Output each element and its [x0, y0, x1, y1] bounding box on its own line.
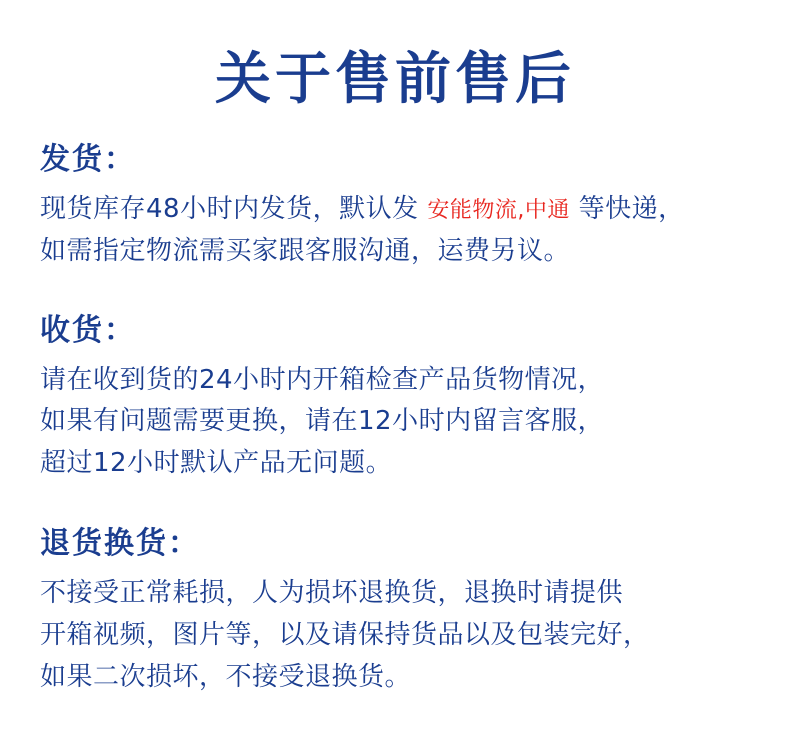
- policy-line: [40, 360, 750, 402]
- section-returns-title: 退货换货：: [40, 526, 200, 562]
- policy-line: [40, 657, 750, 699]
- section-shipping-body: [40, 189, 750, 272]
- policy-text: 如果有问题需要更换，请在12小时内留言客服，: [40, 406, 605, 437]
- policy-text: 如果二次损坏，不接受退换货。: [40, 661, 412, 692]
- policy-text: 请在收到货的24小时内开箱检查产品货物情况，: [40, 364, 605, 395]
- policy-text: 开箱视频，图片等，以及请保持货品以及包装完好，: [40, 619, 650, 650]
- policy-line: [40, 615, 750, 657]
- section-shipping: [40, 140, 750, 272]
- policy-line: [40, 443, 750, 485]
- section-receiving-body: [40, 360, 750, 485]
- policy-line: [40, 231, 750, 273]
- section-receiving: [40, 311, 750, 485]
- policy-content: [0, 112, 790, 698]
- policy-line: [40, 401, 750, 443]
- page-title: 关于售前售后: [215, 47, 575, 112]
- policy-line: [40, 189, 750, 231]
- section-returns-body: [40, 573, 750, 698]
- policy-text: 等快递，: [569, 194, 685, 225]
- section-returns: [40, 524, 750, 698]
- policy-text: 现货库存48小时内发货，默认发: [40, 194, 428, 225]
- policy-text: 超过12小时默认产品无问题。: [40, 447, 393, 478]
- policy-line: [40, 573, 750, 615]
- section-receiving-title: 收货：: [40, 312, 136, 348]
- policy-text: 不接受正常耗损，人为损坏退换货，退换时请提供: [40, 578, 624, 609]
- section-shipping-title: 发货：: [40, 142, 136, 178]
- courier-names: 安能物流,中通: [427, 198, 570, 224]
- policy-text: 如需指定物流需买家跟客服沟通，运费另议。: [40, 235, 571, 266]
